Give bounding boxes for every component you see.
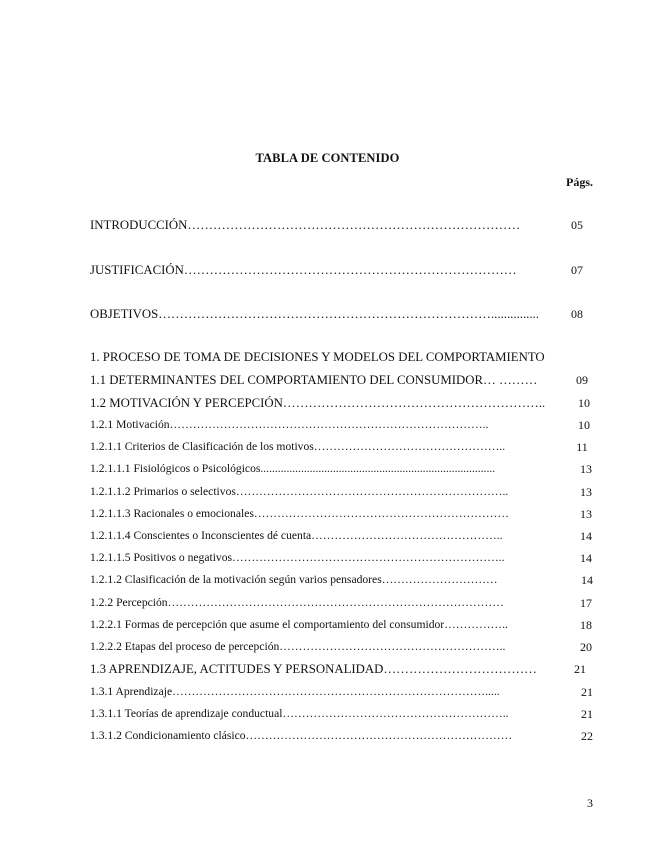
toc-entry-page: 21 — [574, 662, 586, 676]
toc-entry-text: 1.2.1.2 Clasificación de la motivación según varios pensadores………………………… — [90, 573, 498, 586]
toc-entry-text: 1.2 MOTIVACIÓN Y PERCEPCIÓN…………………………………………………….. — [90, 396, 546, 410]
toc-entry-text: 1.2.1.1.3 Racionales o emocionales………………………………………………………… — [90, 507, 509, 520]
toc-entry-page: 21 — [581, 707, 593, 721]
toc-entry-text: 1.3.1.1 Teorías de aprendizaje conductual………………………………………………….. — [90, 707, 509, 720]
toc-entry-page: 10 — [578, 418, 590, 432]
toc-entry-page: 17 — [580, 596, 592, 610]
toc-entry-page: 05 — [571, 218, 583, 232]
toc-entry-page: 07 — [571, 263, 583, 277]
toc-entry-text: JUSTIFICACIÓN…………………………………………………………………… — [90, 263, 517, 277]
toc-entry-page: 14 — [580, 529, 592, 543]
toc-entry-text: 1.1 DETERMINANTES DEL COMPORTAMIENTO DEL CONSUMIDOR… ……… — [90, 373, 538, 387]
pages-column-header: Págs. — [566, 175, 593, 189]
toc-entry-text: 1.2.2 Percepción…………………………………………………………………………… — [90, 596, 504, 609]
toc-entry-page: 14 — [581, 573, 593, 587]
toc-entry-page: 08 — [571, 307, 583, 321]
toc-entry-page: 13 — [580, 507, 592, 521]
page-number: 3 — [587, 796, 593, 810]
toc-entry-page: 11 — [576, 440, 588, 454]
toc-entry-text: 1.2.2.2 Etapas del proceso de percepción………………………………………………….. — [90, 640, 506, 653]
toc-entry-page: 09 — [576, 373, 588, 387]
toc-entry-page: 13 — [580, 462, 592, 476]
toc-entry-text: 1.2.2.1 Formas de percepción que asume el comportamiento del consumidor…………….. — [90, 618, 508, 631]
toc-entry-text: 1. PROCESO DE TOMA DE DECISIONES Y MODELOS DEL COMPORTAMIENTO — [90, 350, 545, 364]
toc-entry-page: 18 — [580, 618, 592, 632]
toc-entry-page: 21 — [581, 685, 593, 699]
toc-entry-text: 1.3.1.2 Condicionamiento clásico…………………………………………………………… — [90, 729, 513, 742]
toc-entry-text: 1.2.1.1.2 Primarios o selectivos…………………………………………………………….. — [90, 485, 509, 498]
toc-entry-text: 1.2.1.1.4 Conscientes o Inconscientes dé cuenta………………………………………….. — [90, 529, 503, 542]
toc-entry-page: 22 — [581, 729, 593, 743]
toc-entry-page: 20 — [580, 640, 592, 654]
toc-entry-text: 1.2.1 Motivación……………………………………………………………………….. — [90, 418, 489, 431]
toc-entry-page: 14 — [580, 551, 592, 565]
toc-entry-text: 1.2.1.1 Criterios de Clasificación de los motivos………………………………………….. — [90, 440, 506, 453]
toc-entry-text: 1.3 APRENDIZAJE, ACTITUDES Y PERSONALIDAD……………………………… — [90, 662, 537, 676]
toc-entry-text: 1.2.1.1.1 Fisiológicos o Psicológicos................................................................................. — [90, 462, 496, 475]
toc-entry-page: 10 — [578, 396, 590, 410]
toc-entry-text: INTRODUCCIÓN…………………………………………………………………… — [90, 218, 521, 232]
toc-entry-page: 13 — [580, 485, 592, 499]
toc-entry-text: 1.2.1.1.5 Positivos o negativos…………………………………………………………….. — [90, 551, 505, 564]
toc-entry-text: OBJETIVOS……………………………………………………………………............... — [90, 307, 539, 321]
toc-entry-text: 1.3.1 Aprendizaje………………………………………………………………………..... — [90, 685, 500, 698]
page-title: TABLA DE CONTENIDO — [255, 151, 400, 165]
